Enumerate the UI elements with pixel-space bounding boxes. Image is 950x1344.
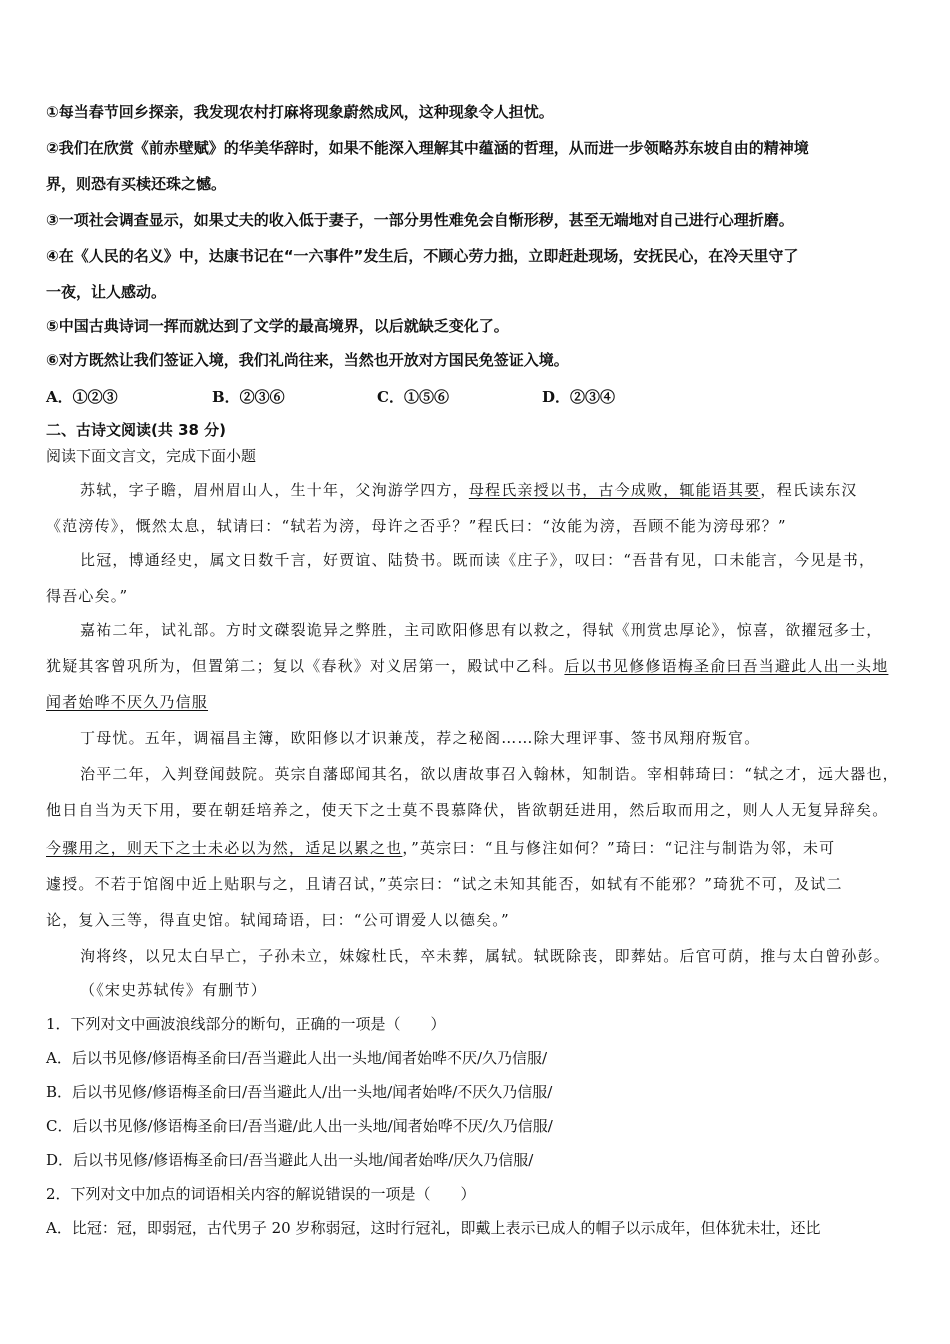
option-d[interactable]: D．②③④ bbox=[542, 388, 616, 406]
passage-p5-line3: 今骤用之，则天下之士未必以为然，适足以累之也，”英宗曰：“且与修注如何？”琦曰：“记注与制诰为邻，未可 bbox=[46, 839, 836, 857]
option-c[interactable]: C．①⑤⑥ bbox=[377, 388, 449, 406]
statement-4: ④在《人民的名义》中，达康书记在“一六事件”发生后，不顾心劳力拙，立即赶赴现场，安抚民心，在冷天里守了 bbox=[46, 247, 799, 265]
wavy-line-phrase-cont: 闻者始哗不厌久乃信服 bbox=[46, 693, 209, 711]
passage-p2-line2: 得吾心矣。” bbox=[46, 587, 129, 605]
passage-p1-line2: 《范滂传》，慨然太息，轼请曰：“轼若为滂，母许之否乎？”程氏曰：“汝能为滂，吾顾不能为滂母邪？” bbox=[46, 517, 787, 535]
statement-4-cont: 一夜，让人感动。 bbox=[46, 283, 167, 301]
question-1-choice-c[interactable]: C．后以书见修/修语梅圣俞曰/吾当避/此人出一头地/闻者始哗不厌/久乃信服/ bbox=[46, 1117, 553, 1135]
passage-p3-line2: 犹疑其客曾巩所为，但置第二；复以《春秋》对义居第一，殿试中乙科。后以书见修修语梅圣俞曰吾当避此人出一头地 bbox=[46, 657, 889, 675]
passage-p5-line1: 治平二年，入判登闻鼓院。英宗自藩邸闻其名，欲以唐故事召入翰林，知制诰。宰相韩琦曰：“轼之才，远大器也， bbox=[80, 765, 899, 783]
question-1-choice-d[interactable]: D．后以书见修/修语梅圣俞曰/吾当避此人出一头地/闻者始哗/厌久乃信服/ bbox=[46, 1151, 534, 1169]
statement-5: ⑤中国古典诗词一挥而就达到了文学的最高境界，以后就缺乏变化了。 bbox=[46, 317, 509, 335]
wavy-line-phrase: 后以书见修修语梅圣俞曰吾当避此人出一头地 bbox=[564, 657, 889, 675]
passage-source: （《宋史苏轼传》有删节） bbox=[80, 981, 267, 999]
question-1-choice-a[interactable]: A．后以书见修/修语梅圣俞曰/吾当避此人出一头地/闻者始哗不厌/久乃信服/ bbox=[46, 1049, 548, 1067]
statement-6: ⑥对方既然让我们签证入境，我们礼尚往来，当然也开放对方国民免签证入境。 bbox=[46, 351, 569, 369]
statement-3: ③一项社会调查显示，如果丈夫的收入低于妻子，一部分男性难免会自惭形秽，甚至无端地对自己进行心理折磨。 bbox=[46, 211, 794, 229]
passage-p6: 洵将终，以兄太白早亡，子孙未立，妹嫁杜氏，卒未葬，属轼。轼既除丧，即葬姑。后官可荫，推与太白曾孙彭。 bbox=[80, 947, 891, 965]
underlined-phrase-1: 母程氏亲授以书，古今成败，辄能语其要 bbox=[468, 481, 761, 499]
option-a[interactable]: A．①②③ bbox=[46, 388, 118, 406]
passage-p1-line1: 苏轼，字子瞻，眉州眉山人，生十年，父洵游学四方，母程氏亲授以书，古今成败，辄能语其要，程氏读东汉 bbox=[80, 481, 858, 499]
passage-p5-line5: 论，复入三等，得直史馆。轼闻琦语，曰：“公可谓爱人以德矣。” bbox=[46, 911, 510, 929]
option-b[interactable]: B．②③⑥ bbox=[212, 388, 285, 406]
passage-p5-line4: 遽授。不若于馆阁中近上贴职与之，且请召试，”英宗曰：“试之未知其能否，如轼有不能邪？”琦犹不可，及试二 bbox=[46, 875, 843, 893]
statement-2: ②我们在欣赏《前赤壁赋》的华美华辞时，如果不能深入理解其中蕴涵的哲理，从而进一步领略苏东坡自由的精神境 bbox=[46, 139, 809, 157]
passage-p5-line2: 他日自当为天下用，要在朝廷培养之，使天下之士莫不畏慕降伏，皆欲朝廷进用，然后取而用之，则人人无复异辞矣。 bbox=[46, 801, 889, 819]
question-1-choice-b[interactable]: B．后以书见修/修语梅圣俞曰/吾当避此人/出一头地/闻者始哗/不厌久乃信服/ bbox=[46, 1083, 553, 1101]
section-instruction: 阅读下面文言文，完成下面小题 bbox=[46, 447, 257, 465]
question-2-stem: 2．下列对文中加点的词语相关内容的解说错误的一项是（ ） bbox=[46, 1185, 476, 1203]
question-2-choice-a[interactable]: A．比冠：冠，即弱冠，古代男子 20 岁称弱冠，这时行冠礼，即戴上表示已成人的帽子以示成年，但体犹未壮，还比 bbox=[46, 1219, 821, 1237]
passage-p3-line3 bbox=[46, 692, 208, 712]
passage-p4: 丁母忧。五年，调福昌主簿，欧阳修以才识兼茂，荐之秘阁……除大理评事、签书凤翔府叛官。 bbox=[80, 729, 761, 747]
section-heading: 二、古诗文阅读(共 38 分) bbox=[46, 421, 227, 439]
passage-p2-line1: 比冠，博通经史，属文日数千言，好贾谊、陆贽书。既而读《庄子》，叹曰：“吾昔有见，口未能言，今见是书， bbox=[80, 551, 876, 569]
underlined-phrase-2: 今骤用之，则天下之士未必以为然，适足以累之也 bbox=[46, 839, 403, 857]
statement-2-cont: 界，则恐有买椟还珠之憾。 bbox=[46, 175, 227, 193]
question-1-stem: 1．下列对文中画波浪线部分的断句，正确的一项是（ ） bbox=[46, 1015, 446, 1033]
passage-p3-line1: 嘉祐二年，试礼部。方时文磔裂诡异之弊胜，主司欧阳修思有以救之，得轼《刑赏忠厚论》，惊喜，欲擢冠多士， bbox=[80, 621, 883, 639]
statement-1: ①每当春节回乡探亲，我发现农村打麻将现象蔚然成风，这种现象令人担忧。 bbox=[46, 103, 554, 121]
